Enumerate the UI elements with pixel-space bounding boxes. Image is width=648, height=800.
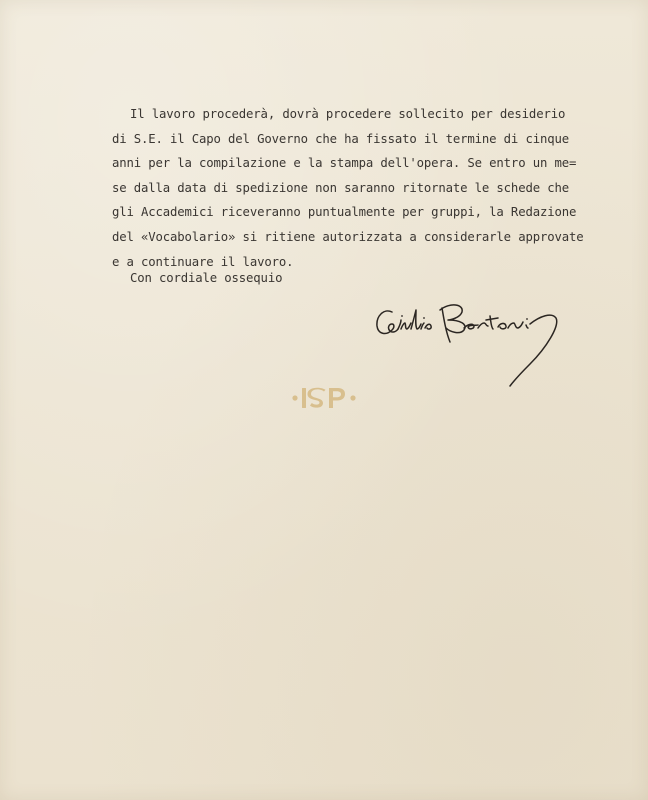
paragraph-line: e a continuare il lavoro. — [112, 254, 294, 269]
paragraph-line: Il lavoro procederà, dovrà procedere sollecito per desiderio — [130, 107, 566, 121]
closing-salutation: Con cordiale ossequio — [130, 271, 283, 285]
paragraph-line: anni per la compilazione e la stampa dell'opera. Se entro un me= — [112, 156, 577, 171]
paragraph-line: di S.E. il Capo del Governo che ha fissato il termine di cinque — [112, 131, 569, 146]
paragraph-line: se dalla data di spedizione non saranno ritornate le schede che — [112, 180, 569, 195]
handwritten-signature — [370, 298, 570, 390]
letter-paragraph — [112, 102, 582, 274]
paragraph-line: gli Accademici riceveranno puntualmente per gruppi, la Redazione — [112, 205, 577, 220]
isp-watermark-logo — [288, 383, 360, 413]
paragraph-line: del «Vocabolario» si ritiene autorizzata a considerarle approvate — [112, 229, 584, 244]
